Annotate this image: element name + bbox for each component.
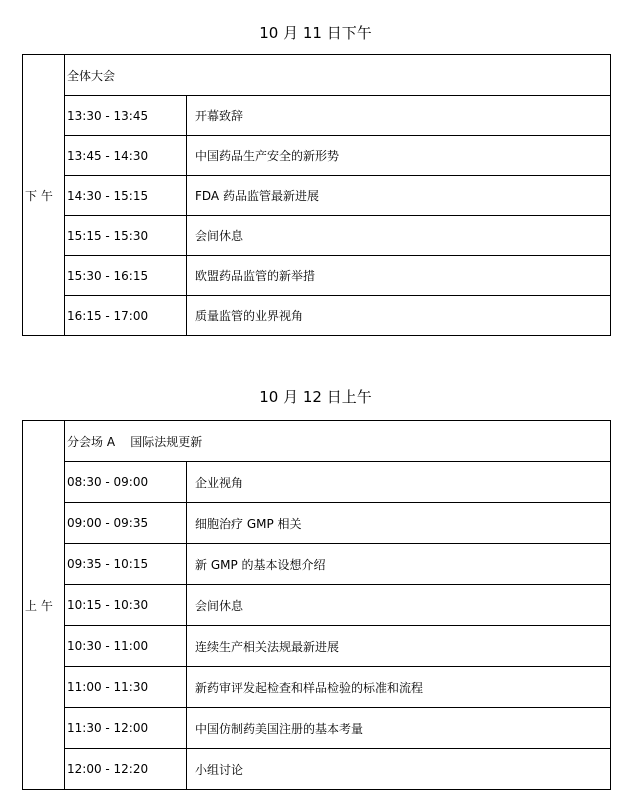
topic-cell: 质量监管的业界视角	[187, 296, 611, 336]
topic-cell: 会间休息	[187, 216, 611, 256]
day1-title: 10 月 11 日下午	[259, 24, 372, 42]
time-cell: 09:00 - 09:35	[65, 503, 187, 544]
period-label: 下 午	[23, 55, 65, 336]
time-cell: 15:30 - 16:15	[65, 256, 187, 296]
time-cell: 08:30 - 09:00	[65, 462, 187, 503]
day1-schedule-table	[22, 54, 611, 336]
topic-cell: 企业视角	[187, 462, 611, 503]
table-row	[23, 708, 611, 749]
day2-title: 10 月 12 日上午	[259, 388, 372, 406]
table-row	[23, 462, 611, 503]
time-cell: 14:30 - 15:15	[65, 176, 187, 216]
topic-cell: 连续生产相关法规最新进展	[187, 626, 611, 667]
time-cell: 09:35 - 10:15	[65, 544, 187, 585]
time-cell: 13:45 - 14:30	[65, 136, 187, 176]
topic-cell: 开幕致辞	[187, 96, 611, 136]
topic-cell: 细胞治疗 GMP 相关	[187, 503, 611, 544]
time-cell: 16:15 - 17:00	[65, 296, 187, 336]
topic-cell: 新药审评发起检查和样品检验的标准和流程	[187, 667, 611, 708]
period-label: 上 午	[23, 421, 65, 790]
topic-cell: 中国仿制药美国注册的基本考量	[187, 708, 611, 749]
topic-cell: 中国药品生产安全的新形势	[187, 136, 611, 176]
day2-schedule-table	[22, 420, 611, 790]
time-cell: 10:15 - 10:30	[65, 585, 187, 626]
table-row	[23, 667, 611, 708]
time-cell: 11:30 - 12:00	[65, 708, 187, 749]
time-cell: 15:15 - 15:30	[65, 216, 187, 256]
topic-cell: 会间休息	[187, 585, 611, 626]
topic-cell: 欧盟药品监管的新举措	[187, 256, 611, 296]
table-row	[23, 296, 611, 336]
table-row	[23, 749, 611, 790]
table-row	[23, 585, 611, 626]
table-row	[23, 503, 611, 544]
table-row	[23, 421, 611, 462]
table-row	[23, 136, 611, 176]
topic-cell: FDA 药品监管最新进展	[187, 176, 611, 216]
table-row	[23, 96, 611, 136]
topic-cell: 小组讨论	[187, 749, 611, 790]
table-row	[23, 544, 611, 585]
time-cell: 12:00 - 12:20	[65, 749, 187, 790]
time-cell: 10:30 - 11:00	[65, 626, 187, 667]
time-cell: 13:30 - 13:45	[65, 96, 187, 136]
session-title: 全体大会	[65, 55, 611, 96]
topic-cell: 新 GMP 的基本设想介绍	[187, 544, 611, 585]
table-row	[23, 256, 611, 296]
table-row	[23, 216, 611, 256]
table-row	[23, 55, 611, 96]
session-title: 分会场 A 国际法规更新	[65, 421, 611, 462]
table-row	[23, 176, 611, 216]
table-row	[23, 626, 611, 667]
time-cell: 11:00 - 11:30	[65, 667, 187, 708]
